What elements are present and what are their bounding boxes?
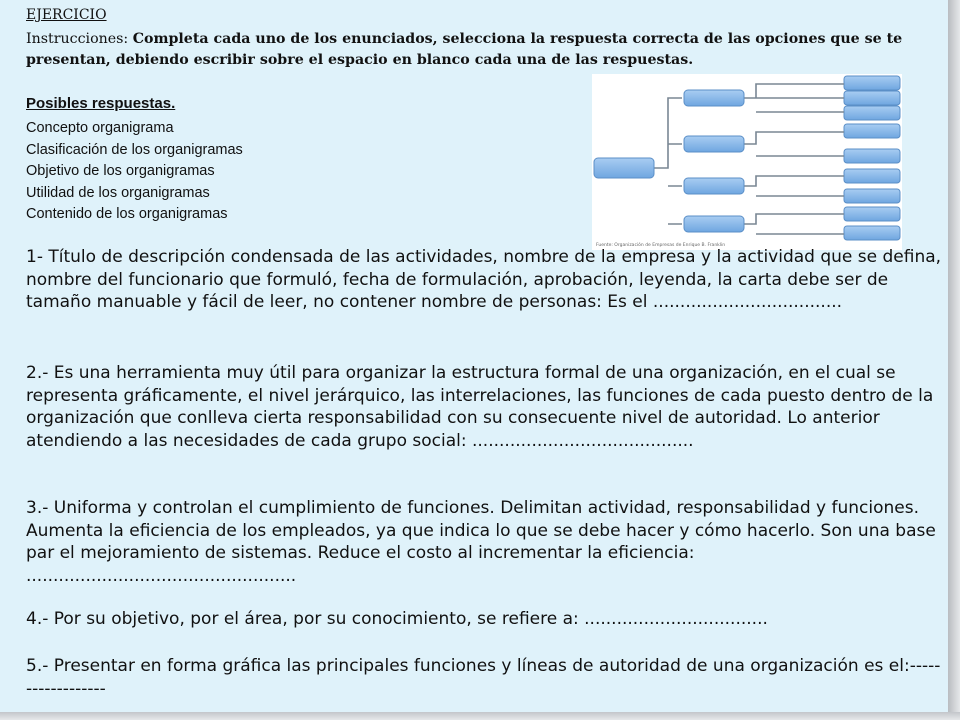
answer-item: Concepto organigrama (26, 120, 174, 136)
level2-box (844, 169, 900, 183)
question-4: 4.- Por su objetivo, por el área, por su conocimiento, se refiere a: .................................. (26, 609, 768, 629)
branch-lines (782, 84, 844, 234)
instructions-label: Instrucciones: (26, 31, 133, 47)
figure-caption: Fuente: Organización de Empresas de Enrique B. Franklin (596, 243, 726, 248)
level2-box (844, 106, 900, 120)
question-3: 3.- Uniforma y controlan el cumplimiento de funciones. Delimitan actividad, responsabilidad y funciones. Aumenta la eficiencia de los empleados, ya que indica lo que se debe hacer y cómo hacerlo. Son una base par el mejoramiento de sistemas. Reduce el costo al incrementar la eficiencia: .................................................. (26, 498, 936, 586)
level2-box (844, 207, 900, 221)
answer-item: Objetivo de los organigramas (26, 163, 215, 179)
answer-item: Contenido de los organigramas (26, 206, 228, 222)
question-5: 5.- Presentar en forma gráfica las principales funciones y líneas de autoridad de una organización es el:------------------ (26, 656, 941, 699)
instructions (26, 29, 951, 71)
level2-box (844, 189, 900, 203)
slide-shadow-bottom (0, 712, 960, 720)
answers-heading: Posibles respuestas. (26, 95, 176, 112)
level2-box (844, 124, 900, 138)
org-chart-boxes (594, 76, 900, 240)
level1-box (684, 90, 744, 106)
question-1: 1- Título de descripción condensada de las actividades, nombre de la empresa y la actividad que se defina, nombre del funcionario que formuló, fecha de formulación, aprobación, leyenda, la carta debe ser de tamaño manuable y fácil de leer, no contener nombre de personas: Es el ................................... (26, 247, 942, 312)
level1-box (684, 136, 744, 152)
level1-box (684, 178, 744, 194)
answer-item: Clasificación de los organigramas (26, 141, 243, 158)
level2-box (844, 149, 900, 163)
org-chart-figure (592, 74, 902, 250)
question-2: 2.- Es una herramienta muy útil para organizar la estructura formal de una organización, en el cual se representa gráficamente, el nivel jerárquico, las interrelaciones, las funciones de cada puesto dentro de la organización que conlleva cierta responsabilidad con su consecuente nivel de autoridad. Lo anterior atendiendo a las necesidades de cada grupo social: ......................................... (26, 363, 934, 451)
level2-box (844, 226, 900, 240)
instructions-text: Completa cada uno de los enunciados, selecciona la respuesta correcta de las opciones que se te presentan, debiendo escribir sobre el espacio en blanco cada una de las respuestas. (26, 31, 903, 68)
root-box (594, 158, 654, 178)
slide-shadow-right (948, 0, 960, 720)
level2-box (844, 91, 900, 105)
level2-box (844, 76, 900, 90)
answers-list (26, 118, 243, 226)
org-chart-diagram (592, 74, 902, 250)
level1-box (684, 216, 744, 232)
exercise-title: EJERCICIO (26, 7, 107, 23)
answer-item: Utilidad de los organigramas (26, 184, 210, 201)
